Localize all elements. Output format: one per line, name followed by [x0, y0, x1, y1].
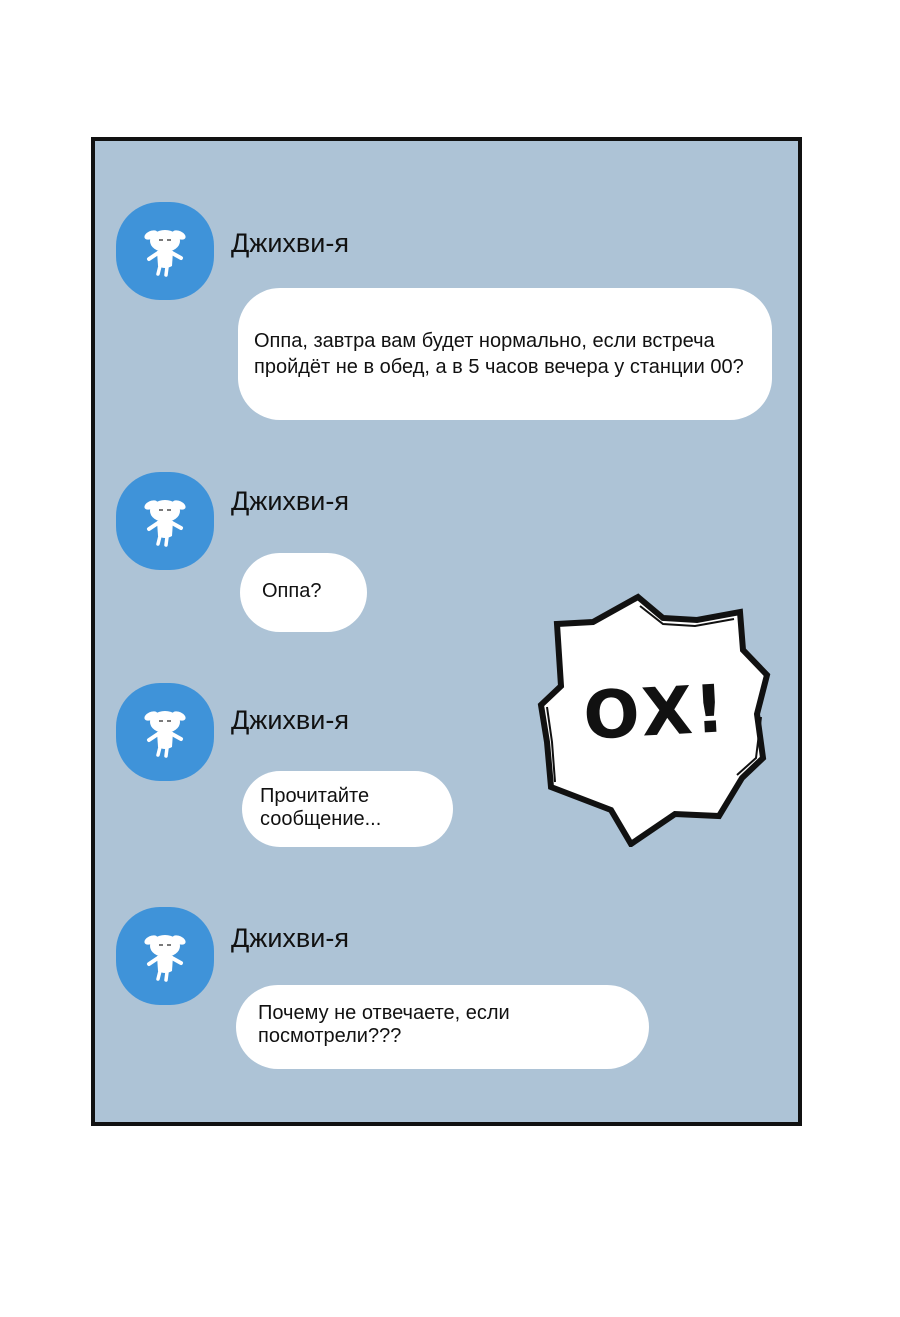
avatar[interactable] — [116, 472, 214, 570]
avatar[interactable] — [116, 683, 214, 781]
message-bubble: Прочитайте сообщение... — [242, 771, 453, 847]
bunny-icon — [116, 683, 214, 781]
bunny-icon — [116, 472, 214, 570]
exclamation-text: ОХ! — [581, 670, 729, 755]
bunny-icon — [116, 907, 214, 1005]
sender-name: Джихви-я — [231, 923, 349, 953]
avatar[interactable] — [116, 907, 214, 1005]
sender-name: Джихви-я — [231, 705, 349, 735]
sender-name: Джихви-я — [231, 228, 349, 258]
exclamation-burst — [535, 592, 775, 847]
message-bubble: Оппа? — [240, 553, 367, 632]
message-bubble: Почему не отвечаете, если посмотрели??? — [236, 985, 649, 1069]
bunny-icon — [116, 202, 214, 300]
avatar[interactable] — [116, 202, 214, 300]
sender-name: Джихви-я — [231, 486, 349, 516]
message-bubble: Оппа, завтра вам будет нормально, если встреча пройдёт не в обед, а в 5 часов вечера у станции 00? — [238, 288, 772, 420]
